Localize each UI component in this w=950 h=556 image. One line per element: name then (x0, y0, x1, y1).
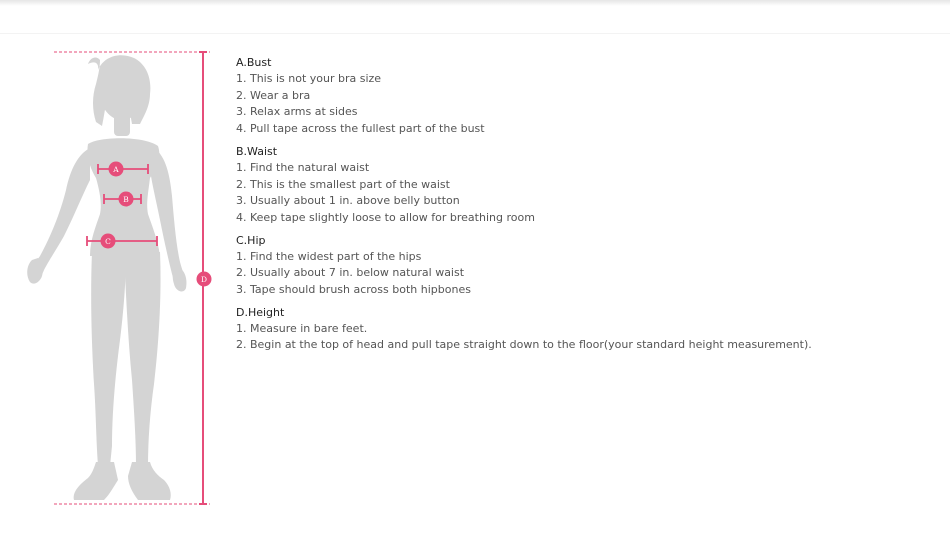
bust-step-3: 3. Relax arms at sides (236, 105, 358, 119)
measurement-instructions (236, 55, 936, 360)
hip-title: C.Hip (236, 233, 266, 247)
waist-marker-label: B (123, 195, 129, 204)
waist-step-3: 3. Usually about 1 in. above belly button (236, 194, 460, 208)
height-title: D.Height (236, 305, 285, 319)
bust-marker (109, 162, 124, 177)
bust-title: A.Bust (236, 56, 272, 69)
hip-marker (101, 234, 116, 249)
hip-step-1: 1. Find the widest part of the hips (236, 249, 422, 263)
height-step-1: 1. Measure in bare feet. (236, 321, 368, 335)
height-marker-label: D (200, 275, 208, 284)
bust-section (236, 55, 936, 138)
height-step-2: 2. Begin at the top of head and pull tape straight down to the floor(your standard height measurement). (236, 338, 812, 352)
height-marker (197, 272, 212, 287)
bust-marker-label: A (113, 165, 119, 174)
waist-marker (119, 192, 134, 207)
waist-step-2: 2. This is the smallest part of the waist (236, 177, 450, 191)
bust-step-1: 1. This is not your bra size (236, 72, 382, 85)
hip-step-2: 2. Usually about 7 in. below natural waist (236, 266, 465, 280)
hip-marker-label: C (105, 237, 111, 246)
waist-step-1: 1. Find the natural waist (236, 160, 370, 174)
body-silhouette (27, 55, 186, 500)
body-measurement-diagram (0, 0, 230, 556)
hip-step-3: 3. Tape should brush across both hipbones (236, 283, 471, 297)
waist-title: B.Waist (236, 144, 278, 158)
waist-section (236, 144, 936, 227)
height-section (236, 305, 936, 354)
hip-section (236, 233, 936, 299)
bust-step-4: 4. Pull tape across the fullest part of the bust (236, 122, 485, 136)
waist-step-4: 4. Keep tape slightly loose to allow for breathing room (236, 210, 535, 224)
bust-step-2: 2. Wear a bra (236, 88, 311, 102)
